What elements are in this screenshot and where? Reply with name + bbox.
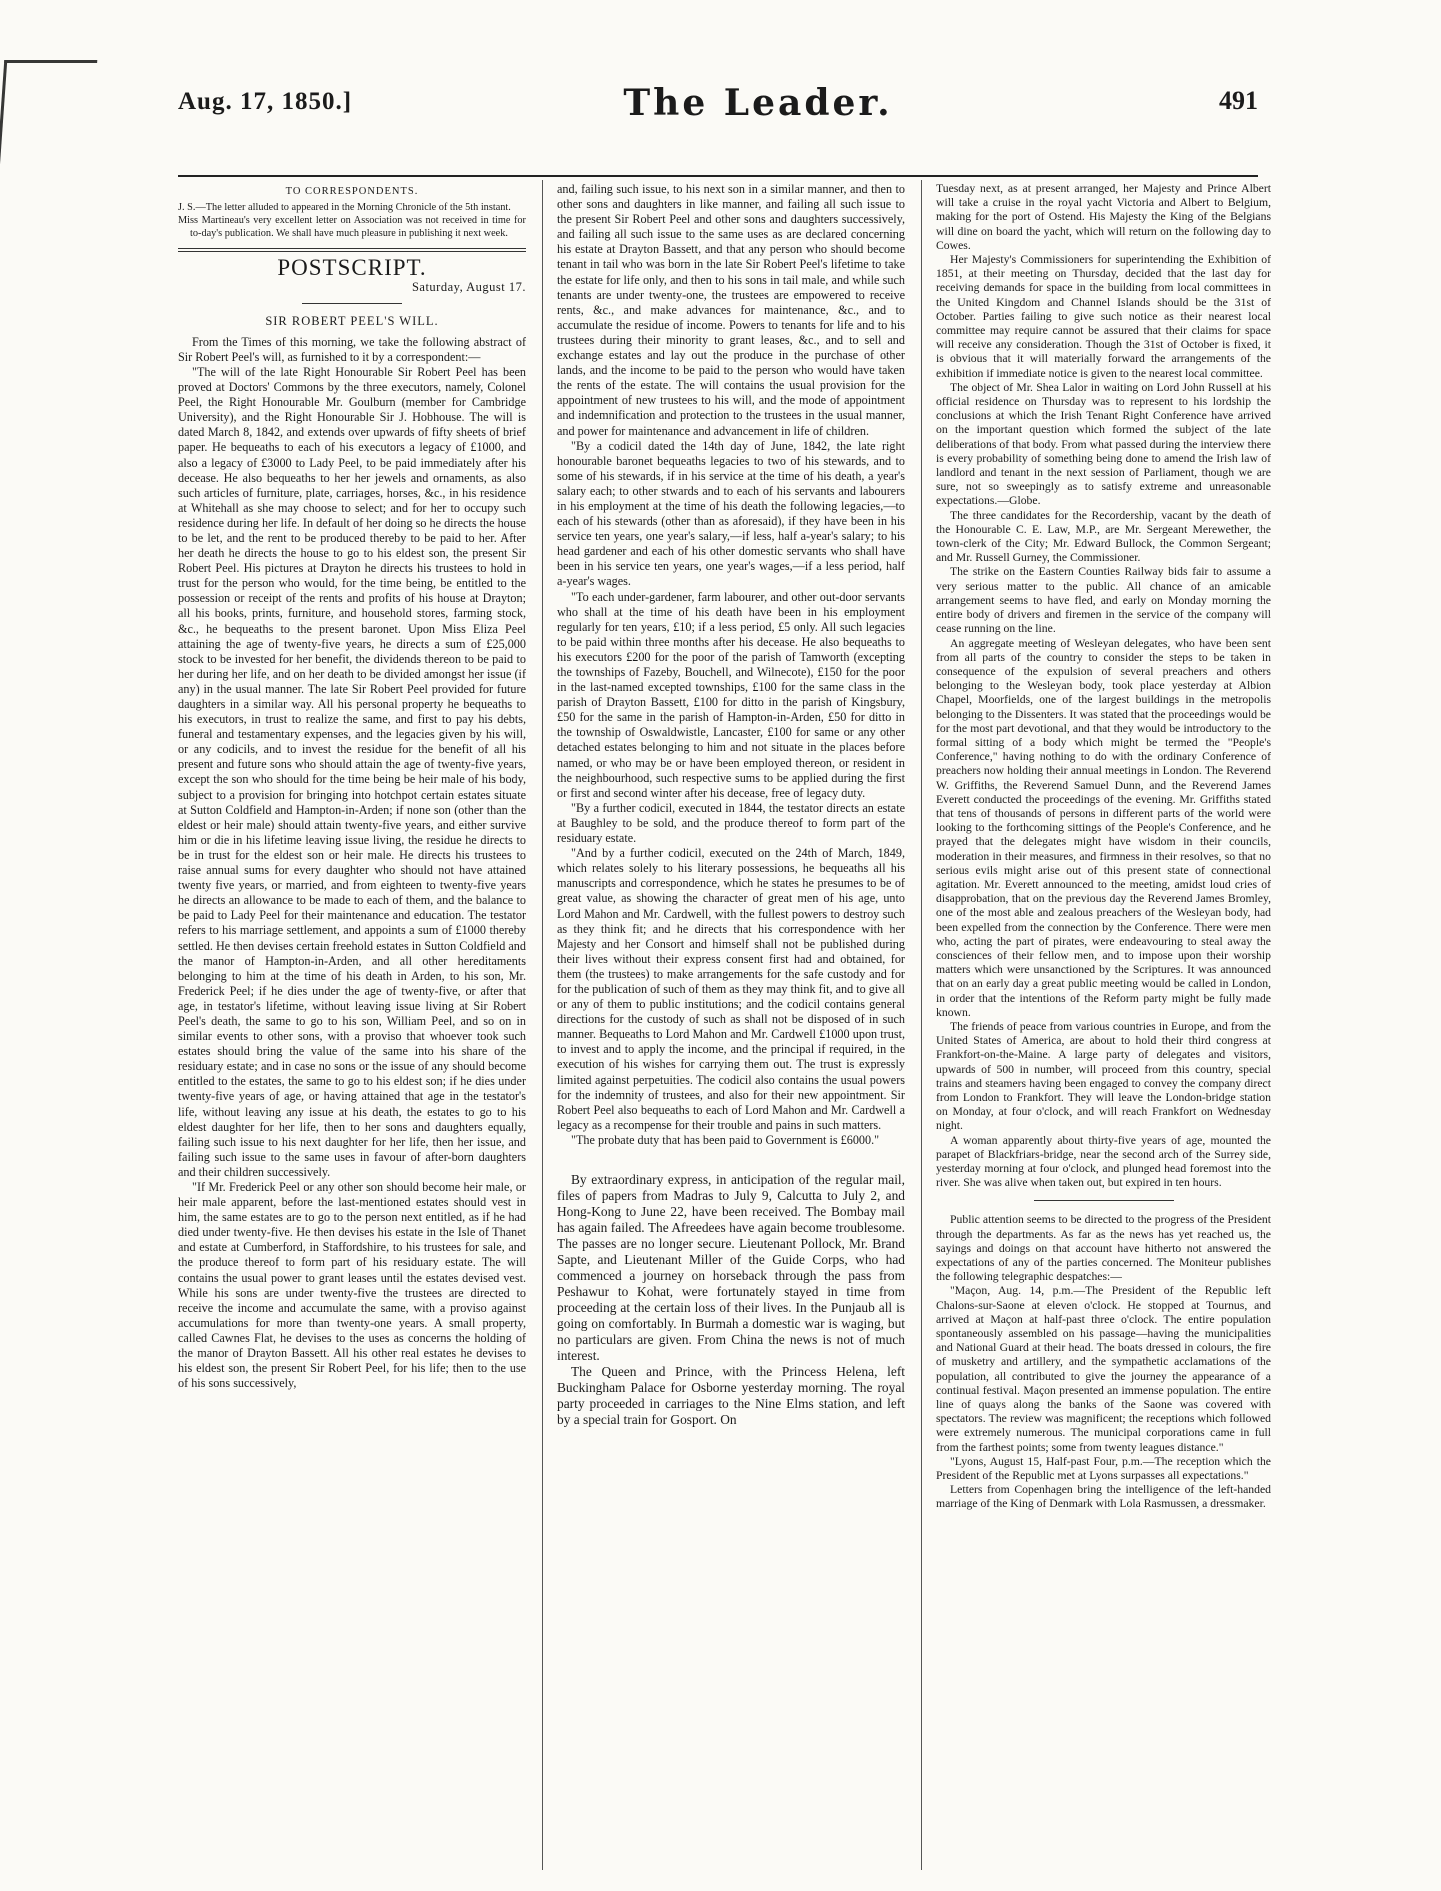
article-heading: SIR ROBERT PEEL'S WILL. bbox=[265, 313, 439, 328]
column-divider bbox=[542, 180, 543, 1870]
postscript-title: POSTSCRIPT. bbox=[277, 255, 427, 281]
newspaper-title: The Leader. bbox=[623, 82, 893, 124]
news-paragraph: By extraordinary express, in anticipation of the regular mail, files of papers from Madras to July 9, Calcutta to July 2, and Hong-Kong to June 22, have been received. The Bombay mail has again failed. The Afreedees have again become troublesome. The passes are no longer secure. Lieutenant Pollock, Mr. Brand Sapte, and Lieutenant Miller of the Guide Corps, who had commenced a journey on horseback through the pass from Peshawur to Kohat, were fortunately stayed in time from proceeding at the certain loss of their lives. In the Punjaub all is going on comfortably. In Burmah a domestic war is waging, but no particulars are given. From China the news is not of much interest. bbox=[557, 1172, 905, 1363]
article-paragraph: and, failing such issue, to his next son in a similar manner, and then to other sons and daughters in like manner, and failing all such issue to the present Sir Robert Peel and other sons and daughters successively, and failing all such issue to the same uses as are declared concerning his estate at Drayton Bassett, and that any person who should become tenant in tail who was born in the late Sir Robert Peel's lifetime to take the estate for life only, and then to his sons in tail male, and while such tenants are under twenty-one, the trustees are empowered to receive rents, &c., and make advances for maintenance, &c., and to accumulate the residue of income. Powers to tenants for life and to his trustees during their minority to grant leases, &c., and to sell and exchange estates and lay out the produce in the purchase of other lands, and the income to be paid to the person who would have taken the rents of the estate. The will contains the usual provision for the appointment of new trustees to his will, and the mode of appointment and indemnification and protection to the trustees in the usual manner, and power for maintenance and advancement in life of children. bbox=[557, 182, 905, 438]
page-edge-mark bbox=[0, 60, 97, 183]
correspondent-notice: J. S.—The letter alluded to appeared in the Morning Chronicle of the 5th instant. bbox=[178, 202, 511, 214]
article-paragraph: From the Times of this morning, we take the following abstract of Sir Robert Peel's will, as furnished to it by a correspondent:— bbox=[178, 334, 526, 364]
news-paragraph: The strike on the Eastern Counties Railway bids fair to assume a very serious matter to the public. All chance of an amicable arrangement seems to have fled, and early on Monday morning the entire body of drivers and firemen in the service of the company will cease running on the line. bbox=[936, 565, 1271, 636]
issue-date: Aug. 17, 1850.] bbox=[178, 88, 353, 115]
news-paragraph: The three candidates for the Recordership, vacant by the death of the Honourable C. E. Law, M.P., are Mr. Sergeant Merewether, the town-clerk of the City; Mr. Edward Bullock, the Common Sergeant; and Mr. Russell Gurney, the Commissioner. bbox=[936, 508, 1271, 565]
column-3 bbox=[936, 182, 1271, 1872]
correspondents-heading: TO CORRESPONDENTS. bbox=[285, 186, 419, 197]
news-paragraph: An aggregate meeting of Wesleyan delegates, who have been sent from all parts of the country to consider the steps to be taken in consequence of the expulsion of several preachers and others belonging to the Wesleyan body, took place yesterday at Albion Chapel, Moorfields, one of the largest buildings in the metropolis belonging to the Dissenters. It was stated that the proceedings would be for the most part devotional, and that they would be introductory to the formal sitting of a body which might be termed the "People's Conference," having nothing to do with the ordinary Conference of preachers now holding their annual meetings in London. The Reverend W. Griffiths, the Reverend Samuel Dunn, and the Reverend James Everett conducted the proceedings of the evening. Mr. Griffiths stated that tens of thousands of persons in different parts of the world were looking to the forthcoming sittings of the People's Conference, and he prayed that the delegates might have wisdom in their councils, moderation in their measures, and firmness in their resolves, so that no serious evils might arise out of this present state of connectional agitation. Mr. Everett announced to the meeting, amidst loud cries of disapprobation, that on the previous day the Reverend James Bromley, one of the most able and zealous preachers of the Wesleyan body, had been expelled from the connection by the Conference. There were men who, acting the part of pirates, were endeavouring to steal away the consciences of their fellow men, and to impose upon their worship matters which were unsanctioned by the Scriptures. It was announced that on an early day a great public meeting would be called in London, in order that the intentions of the Reform party might be fully made known. bbox=[936, 636, 1271, 1019]
news-paragraph: Tuesday next, as at present arranged, her Majesty and Prince Albert will take a cruise in the royal yacht Victoria and Albert to Belgium, making for the port of Ostend. His Majesty the King of the Belgians will dine on board the yacht, which will return on the following day to Cowes. bbox=[936, 182, 1271, 252]
short-rule bbox=[302, 303, 402, 304]
correspondent-notice: Miss Martineau's very excellent letter on Association was not received in time for to-day's publication. We shall have much pleasure in publishing it next week. bbox=[178, 214, 526, 239]
article-paragraph: "If Mr. Frederick Peel or any other son should become heir male, or heir male apparent, before the last-mentioned estates should vest in him, the same estates are to go to the person next entitled, as if he had died under twenty-five. He then devises his estate in the Isle of Thanet and estate at Cumberford, in Staffordshire, to his trustees for sale, and the produce thereof to form part of his residuary estate. The will contains the usual power to grant leases until the estates devised vest. While his sons are under twenty-five the trustees are directed to receive the income and accumulate the same, with a proviso against accumulations for more than twenty-one years. A small property, called Cawnes Flat, he devises to the uses as concerns the holding of the manor of Drayton Bassett. All his other real estates he devises to his eldest son, the present Sir Robert Peel, for his life; then to the use of his sons successively, bbox=[178, 1180, 526, 1391]
news-paragraph: A woman apparently about thirty-five years of age, mounted the parapet of Blackfriars-bridge, near the second arch of the Surrey side, yesterday morning at four o'clock, and plunged head foremost into the river. She was alive when taken out, but expired in ten hours. bbox=[936, 1133, 1271, 1190]
article-paragraph: "By a codicil dated the 14th day of June, 1842, the late right honourable baronet bequeaths legacies to two of his stewards, and to some of his stewards, if in his service at the time of his death, a year's salary each; to other stwards and to each of his servants and labourers in his employment at the time of his death the following legacies,—to each of his stewards (other than as aforesaid), if they have been in his service ten years, one year's salary,—if less, half a-year's salary; to his head gardener and each of his other domestic servants who shall have been in his service ten years, one year's wages,—if a less period, half a-year's wages. bbox=[557, 438, 905, 589]
news-paragraph: The friends of peace from various countries in Europe, and from the United States of America, are about to hold their third congress at Frankfort-on-the-Maine. A large party of delegates and visitors, upwards of 500 in number, will proceed from this country, special trains and steamers having been engaged to convey the company direct from London to Frankfort. They will leave the London-bridge station on Monday, at four o'clock, and will reach Frankfort on Wednesday night. bbox=[936, 1019, 1271, 1133]
column-1 bbox=[178, 182, 526, 1872]
despatch-paragraph: "Maçon, Aug. 14, p.m.—The President of the Republic left Chalons-sur-Saone at eleven o'clock. He stopped at Tournus, and arrived at Maçon at half-past three o'clock. The entire population spontaneously assembled on his passage—having the municipalities and National Guard at their head. The boats dressed in colours, the fire of musketry and artillery, and the sympathetic acclamations of the population, all contributed to give the journey the appearance of a continual festival. Maçon presented an immense population. The entire line of quays along the banks of the Saone was covered with spectators. The review was magnificent; the receptions which followed were extremely numerous. The municipal corporations came in full from the farthest points; some from twenty leagues distance." bbox=[936, 1284, 1271, 1454]
section-rule bbox=[178, 248, 526, 252]
section-rule bbox=[1034, 1200, 1174, 1201]
news-paragraph: Her Majesty's Commissioners for superintending the Exhibition of 1851, at their meeting on Thursday, decided that the last day for receiving demands for space in the building from local committees in the United Kingdom and Channel Islands should be the 31st of October. Parties failing to give such notice as their nearest local committee may require cannot be assured that their claims for space will receive any consideration. Though the 31st of October is fixed, it is obvious that it will materially forward the arrangements of the exhibition if immediate notice is given to the nearest local committee. bbox=[936, 253, 1271, 380]
article-paragraph: "To each under-gardener, farm labourer, and other out-door servants who shall at the time of his death have been in his employment regularly for ten years, £10; if a less period, £5 only. All such legacies to be paid within three months after his decease. He also bequeaths to his executors £200 for the poor of the parish of Tamworth (excepting the townships of Fazeby, Bouchell, and Wilnecote), £150 for the poor in the last-named excepted townships, £100 for the same class in the parish of Drayton Bassett, £100 for ditto in the parish of Kingsbury, £50 for the same in the parish of Hampton-in-Arden, £50 for ditto in the township of Oswaldwistle, Lancaster, £100 for same or any other detached estates belonging to him and not situate in the places before named, or who may be or have been employed thereon, or resident in the neighbourhood, such respective sums to be applied during the first or first and second winter after his decease, free of legacy duty. bbox=[557, 589, 905, 800]
article-paragraph: "By a further codicil, executed in 1844, the testator directs an estate at Baughley to be sold, and the produce thereof to form part of the residuary estate. bbox=[557, 800, 905, 846]
article-paragraph: "The will of the late Right Honourable Sir Robert Peel has been proved at Doctors' Commons by the three executors, namely, Colonel Peel, the Right Honourable Mr. Goulburn (member for Cambridge University), and the Right Honourable Sir J. Hobhouse. The will is dated March 8, 1842, and extends over upwards of fifty sheets of brief paper. He bequeaths to each of his executors a legacy of £1000, and also a legacy of £3000 to Lady Peel, to be paid immediately after his decease. He also bequeaths to her her jewels and ornaments, as also such articles of furniture, plate, carriages, horses, &c., in his residence at Whitehall as she may choose to select; and for her to occupy such residence during her life. In default of her doing so he directs the house to be let, and the rent to be produced thereby to be paid to her. After her death he directs the house to go to his eldest son, the present Sir Robert Peel. His pictures at Drayton he directs his trustees to hold in trust for the person who would, for the time being, be entitled to the possession or receipt of the rents and profits of his house at Drayton; all his books, prints, furniture, and household stores, farming stock, &c., he bequeaths to the present baronet. Upon Miss Eliza Peel attaining the age of twenty-five years, he directs a sum of £25,000 stock to be invested for her benefit, the dividends thereon to be paid to her during her life, and on her death to be divided amongst her issue (if any) in the usual manner. The late Sir Robert Peel provided for future daughters in a similar way. All his personal property he bequeaths to his executors, in trust to realize the same, and first to pay his debts, funeral and testamentary expenses, and the legacies given by his will, or any codicils, and to invest the residue for the benefit of all his present and future sons who should attain the age of twenty-five years, except the son who should for the time being be heir male of his body, subject to a provision for bringing into hotchpot certain estates situate at Sutton Coldfield and Hampton-in-Arden; if none son (other than the eldest or heir male) should attain twenty-five years, and either survive him or die in his lifetime leaving issue living, the residue he directs to be in trust for the eldest son or heir male. He directs his trustees to raise annual sums for every daughter who should not have attained twenty five years, or married, and from eighteen to twenty-five years he directs an allowance to be made to each of them, and the balance to be paid to Lady Peel for their maintenance and education. The testator refers to his marriage settlement, and appoints a sum of £1000 thereby settled. He then devises certain freehold estates in Sutton Coldfield and the manor of Hampton-in-Arden, and all other hereditaments belonging to him at the time of his death in Arden, to his son, Mr. Frederick Peel; if he dies under the age of twenty-five, or after that age, in testator's lifetime, without leaving issue living at Sir Robert Peel's death, the same to go to his son, William Peel, and so on in similar events to other sons, with a proviso that whoever took such estates should bring the value of the same into his share of the residuary estate; and in case no sons or the issue of any should become entitled to the estates, the same to go to his eldest son; if he dies under twenty-five years of age, or having attained that age in the testator's life, without leaving any issue at his death, the estates to go to his eldest daughter for her life, then to her sons and daughters equally, failing such issue to his next daughter for her life, then her issue, and failing such issue to the same uses in favour of after-born daughters and their children successively. bbox=[178, 364, 526, 1179]
masthead bbox=[178, 82, 1258, 122]
article-paragraph: "The probate duty that has been paid to Government is £6000." bbox=[571, 1132, 880, 1147]
correspondents-notices bbox=[178, 202, 526, 240]
dateline: Saturday, August 17. bbox=[411, 279, 526, 294]
spacer bbox=[557, 1148, 905, 1172]
news-paragraph: The Queen and Prince, with the Princess Helena, left Buckingham Palace for Osborne yesterday morning. The royal party proceeded in carriages to the Nine Elms station, and left by a special train for Gosport. On bbox=[557, 1364, 905, 1427]
news-paragraph: Public attention seems to be directed to the progress of the President through the departments. As far as the news has yet reached us, the sayings and doings on that account have hitherto not answered the expectations of any of the parties concerned. The Moniteur publishes the following telegraphic despatches:— bbox=[936, 1213, 1271, 1284]
page-number: 491 bbox=[1219, 86, 1258, 115]
column-2 bbox=[557, 182, 905, 1872]
news-paragraph: The object of Mr. Shea Lalor in waiting on Lord John Russell at his official residence on Thursday was to represent to his lordship the conclusions at which the Irish Tenant Right Conference have arrived on the important question which formed the subject of the late deliberations of that body. From what passed during the interview there is every probability of something being done to amend the Irish law of landlord and tenant in the next session of Parliament, though we are sure, not so sweepingly as to satisfy extreme and unreasonable expectations.—Globe. bbox=[936, 380, 1271, 508]
despatch-paragraph: "Lyons, August 15, Half-past Four, p.m.—The reception which the President of the Republic met at Lyons surpasses all expectations." bbox=[936, 1454, 1271, 1483]
article-paragraph: "And by a further codicil, executed on the 24th of March, 1849, which relates solely to his literary possessions, he bequeaths all his manuscripts and correspondence, which he states he presumes to be of great value, as showing the character of great men of his age, unto Lord Mahon and Mr. Cardwell, with the fullest powers to destroy such as they think fit; and he directs that his correspondence with her Majesty and her Consort and himself shall not be published during their lives without their express consent first had and obtained, for them (the trustees) to make arrangements for the safe custody and for for the publication of such of them as they may think fit, and to give all or any of them to public institutions; and the codicil contains general directions for the custody of such as shall not be disposed of in such manner. Bequeaths to Lord Mahon and Mr. Cardwell £1000 upon trust, to invest and to apply the income, and the principal if required, in the execution of his wishes for carrying them out. The trust is expressly limited against perpetuities. The codicil also contains the usual powers for the indemnity of trustees, and also for their new appointment. Sir Robert Peel also bequeaths to each of Lord Mahon and Mr. Cardwell a legacy as a recompense for their trouble and pains in such matters. bbox=[557, 846, 905, 1132]
column-divider bbox=[921, 180, 922, 1870]
news-paragraph: Letters from Copenhagen bring the intelligence of the left-handed marriage of the King of Denmark with Lola Rasmussen, a dressmaker. bbox=[936, 1483, 1271, 1511]
header-rule bbox=[178, 175, 1258, 177]
